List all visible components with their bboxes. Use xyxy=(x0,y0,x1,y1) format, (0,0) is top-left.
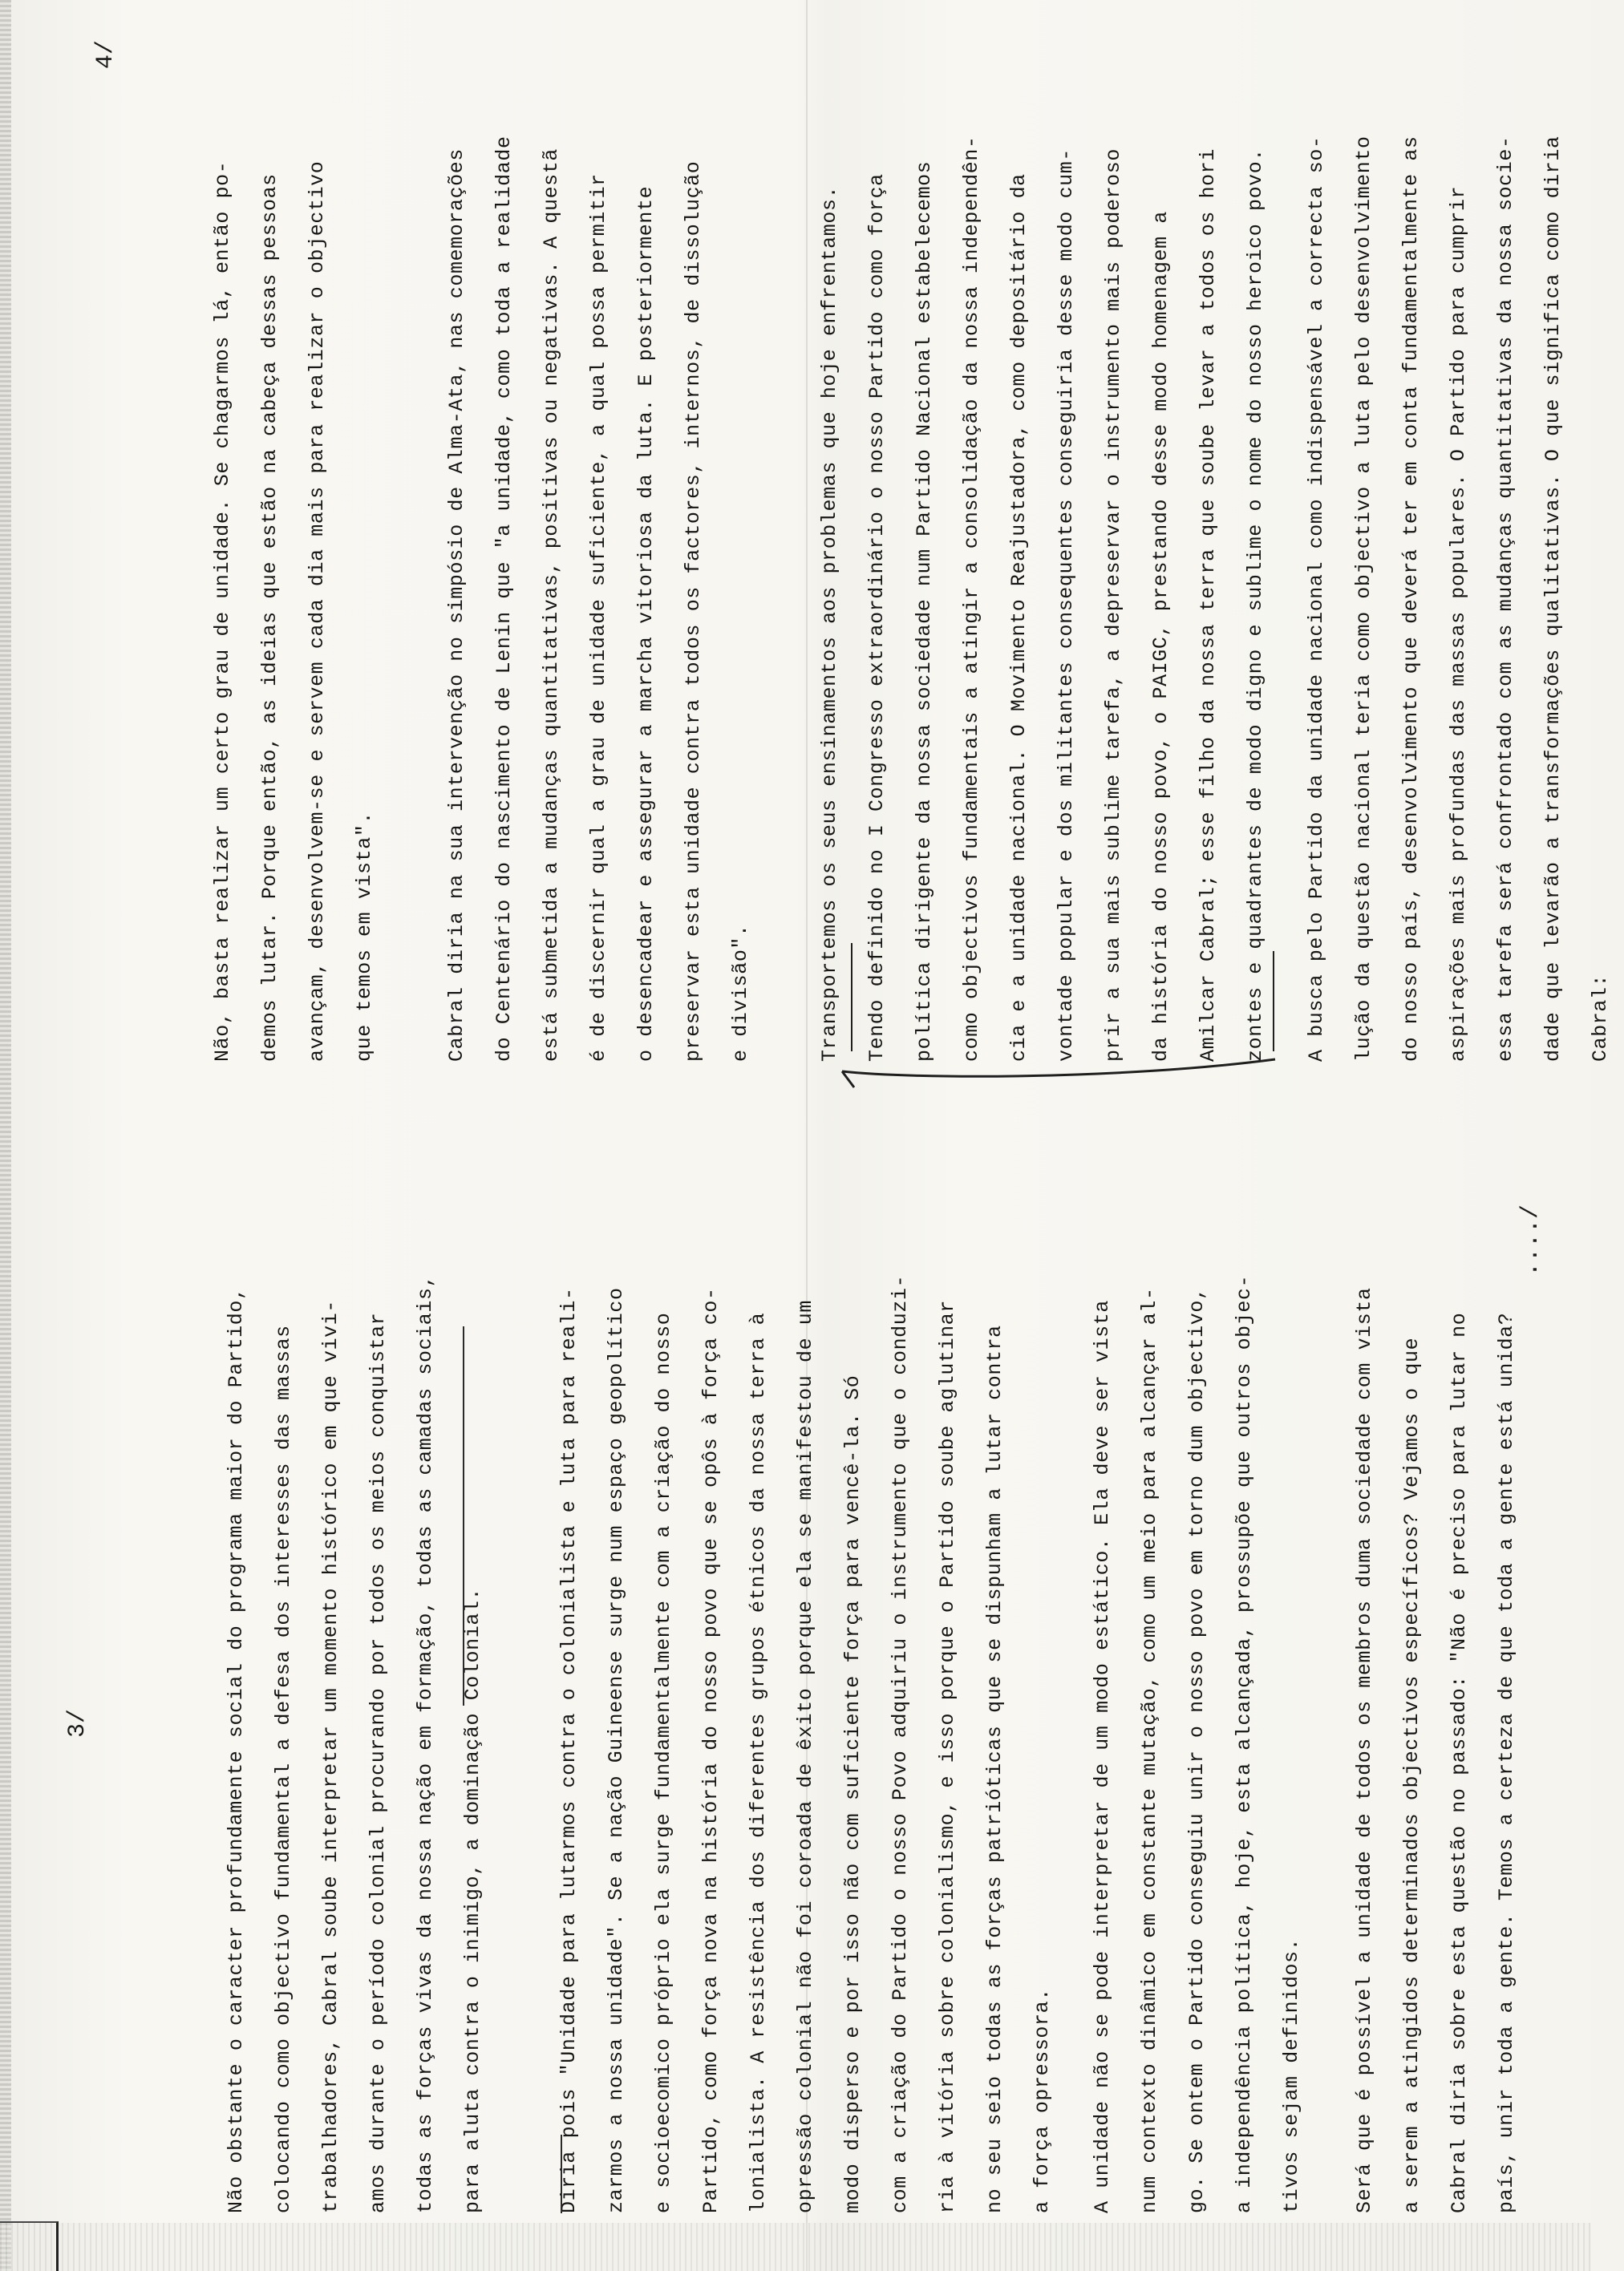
handwritten-annotations xyxy=(0,0,1591,1136)
text-line: e socioecomico próprio ela surge fundamentalmente com a criação do nosso xyxy=(652,1312,675,2213)
text-line: está submetida a mudanças quantitativas, positivas ou negativas. A questã xyxy=(540,148,563,1062)
text-line: Transportemos os seus ensinamentos aos problemas que hoje enfrentamos. xyxy=(818,185,841,1062)
text-line: Diria pois "Unidade para lutarmos contra o colonialista e luta para reali- xyxy=(557,1287,581,2213)
text-line: Cabral: xyxy=(1589,974,1612,1062)
text-line: prir a sua mais sublime tarefa, a depreservar o instrumento mais poderoso xyxy=(1102,148,1125,1062)
continuation-mark: ..../ xyxy=(1517,1204,1545,1277)
text-line: como objectivos fundamentais a atingir a consolidação da nossa independên- xyxy=(960,136,983,1062)
text-line: avançam, desenvolvem-se e servem cada dia mais para realizar o objectivo xyxy=(306,160,329,1062)
text-line: e divisão". xyxy=(729,924,752,1062)
text-line: zontes e quadrantes de modo digno e sublime o nome do nosso heroico povo. xyxy=(1244,148,1267,1062)
text-line: zarmos a nossa unidade". Se a nação Guineense surge num espaço geopolítico xyxy=(605,1287,628,2213)
underline-marks xyxy=(0,1136,1591,2271)
text-line: Não, basta realizar um certo grau de unidade. Se chagarmos lá, então po- xyxy=(211,160,234,1062)
page-number: 4/ xyxy=(92,39,119,69)
text-line: A unidade não se pode interpretar de um modo estático. Ela deve ser vista xyxy=(1091,1300,1114,2213)
text-line: o desencadear e assegurar a marcha vitoriosa da luta. E posteriormente xyxy=(634,185,658,1062)
text-line: Amilcar Cabral; esse filho da nossa terra que soube levar a todos os hori xyxy=(1197,148,1220,1062)
text-line: Partido, como força nova na história do nosso povo que se opôs à força co- xyxy=(699,1287,723,2213)
text-line: ria à vitória sobre colonialismo, e isso porque o Partido soube aglutinar xyxy=(936,1300,959,2213)
text-line: modo disperso e por isso não com suficiente força para vencê-la. Só xyxy=(841,1374,865,2213)
text-line: aspirações mais profundas das massas populares. O Partido para cumprir xyxy=(1447,185,1470,1062)
text-line: Cabral diria na sua intervenção no simpósio de Alma-Ata, nas comemorações xyxy=(445,148,468,1062)
text-line: com a criação do Partido o nosso Povo adquiriu o instrumento que o conduzi- xyxy=(889,1274,912,2213)
text-line: país, unir toda a gente. Temos a certeza de que toda a gente está unida? xyxy=(1495,1312,1518,2213)
margin-bracket xyxy=(842,1059,1275,1076)
text-line: cia e a unidade nacional. O Movimento Reajustadora, como depositário da xyxy=(1007,173,1031,1062)
text-line: dade que levarão a transformações qualitativas. O que significa como diria xyxy=(1541,136,1565,1062)
bracket-tick xyxy=(842,1071,854,1087)
text-line: trabalhadores, Cabral soube interpretar um momento histórico em que vivi- xyxy=(319,1300,342,2213)
text-line: essa tarefa será confrontado com as mudanças quantitativas da nossa socie- xyxy=(1494,136,1517,1062)
text-line: Tendo definido no I Congresso extraordinário o nosso Partido como força xyxy=(865,173,889,1062)
page-3 xyxy=(0,1136,1591,2271)
text-line: go. Se ontem o Partido conseguiu unir o nosso povo em torno dum objectivo, xyxy=(1185,1287,1209,2213)
page-4 xyxy=(0,0,1612,1136)
text-line: opressão colonial não foi coroada de êxito porque ela se manifestou de um xyxy=(794,1300,817,2213)
page-number: 3/ xyxy=(64,1708,91,1738)
text-line: vontade popular e dos militantes consequentes conseguiria desse modo cum- xyxy=(1055,148,1078,1062)
text-line: tivos sejam definidos. xyxy=(1280,1937,1303,2213)
text-line: a serem a atingidos determinados objectivos específicos? Vejamos o que xyxy=(1400,1337,1424,2213)
text-line: amos durante o período colonial procurando por todos os meios conquistar xyxy=(367,1312,390,2213)
text-line: a independência política, hoje, esta alcançada, prossupõe que outros objec- xyxy=(1233,1274,1256,2213)
text-line: Será que é possível a unidade de todos os membros duma sociedade com vista xyxy=(1353,1287,1376,2213)
text-line: do nosso país, desenvolvimento que deverá ter em conta fundamentalmente as xyxy=(1399,136,1423,1062)
text-line: colocando como objectivo fundamental a defesa dos interesses das massas xyxy=(272,1325,295,2213)
text-line: preservar esta unidade contra todos os factores, internos, de dissolução xyxy=(682,160,705,1062)
text-line: política dirigente da nossa sociedade num Partido Nacional estabelecemos xyxy=(913,160,936,1062)
text-line: demos lutar. Porque então, as ideias que estão na cabeça dessas pessoas xyxy=(258,173,281,1062)
text-line: lução da questão nacional teria como objectivo a luta pelo desenvolvimento xyxy=(1352,136,1375,1062)
text-line: a força opressora. xyxy=(1031,1988,1054,2213)
text-line: Cabral diria sobre esta questão no passado: "Não é preciso para lutar no xyxy=(1448,1312,1471,2213)
text-line: no seu seio todas as forças patrióticas que se dispunham a lutar contra xyxy=(983,1325,1006,2213)
text-line: todas as forças vivas da nossa nação em formação, todas as camadas sociais, xyxy=(414,1274,437,2213)
text-line: que temos em vista". xyxy=(353,811,376,1062)
text-line: da história do nosso povo, o PAIGC, prestando desse modo homenagem a xyxy=(1149,211,1172,1062)
text-line: Não obstante o caracter profundamente social do programa maior do Partido, xyxy=(225,1287,248,2213)
text-line: é de discernir qual a grau de unidade suficiente, a qual possa permitir xyxy=(587,173,610,1062)
text-line: A busca pelo Partido da unidade nacional como indispensável a correcta so- xyxy=(1305,136,1328,1062)
text-line: num contexto dinâmico em constante mutação, como um meio para alcançar al- xyxy=(1138,1287,1161,2213)
text-line: para aluta contra o inimigo, a dominação Colonial. xyxy=(461,1587,484,2213)
text-line: do Centenário do nascimento de Lenin que "a unidade, como toda a realidade xyxy=(492,136,516,1062)
text-line: lonialista. A resistência dos diferentes grupos étnicos da nossa terra à xyxy=(747,1312,770,2213)
